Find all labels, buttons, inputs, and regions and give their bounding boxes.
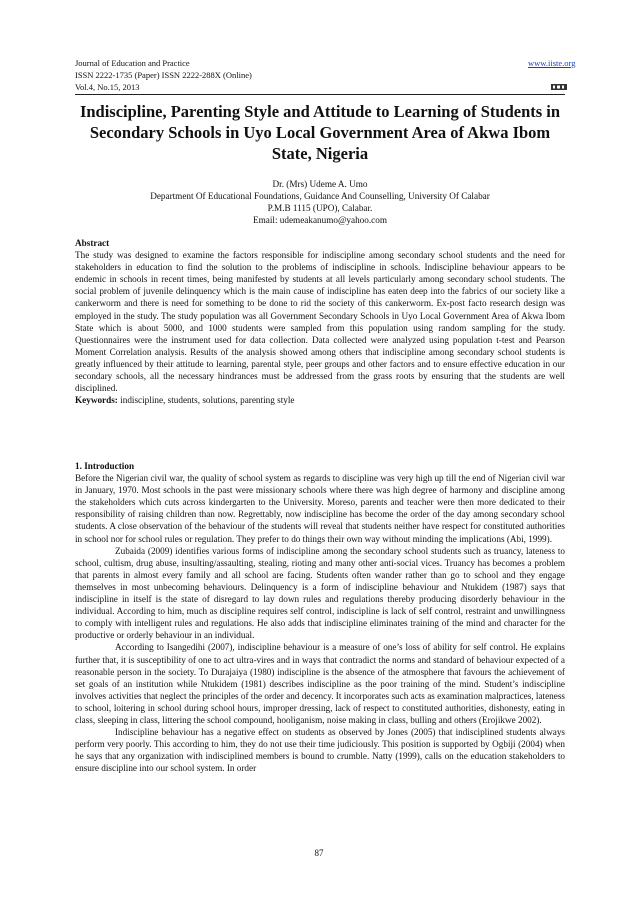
header-rule bbox=[75, 94, 565, 95]
journal-name: Journal of Education and Practice bbox=[75, 58, 190, 68]
intro-paragraph-2: Zubaida (2009) identifies various forms of indiscipline among the secondary school students such as truancy, lateness to school, cultism, drug abuse, insulting/assaulting, stealing, rioting and many other anti-social vices. Truancy has becomes a problem that parents in almost every family and all school are facing. Students often wander rather than go to school and they engage themselves in most unbecoming behaviours. Delinquency is a form of indiscipline behaviour and Ntukidem (1987) says that indiscipline in itself is the state of disregard to lay down rules and regulations thereby producing disorderly behaviour in the individual. According to him, much as discipline requires self control, indiscipline is lack of self control, restraint and unwillingness to comply with intelligent rules and regulations. He also adds that indiscipline eliminates training of the mind and character for the productive or orderly behaviour in an individual. bbox=[75, 545, 565, 641]
paper-title: Indiscipline, Parenting Style and Attitude to Learning of Students in Secondary Schools in Uyo Local Government Area of Akwa Ibom State, Nigeria bbox=[79, 102, 561, 163]
intro-paragraph-1: Before the Nigerian civil war, the quality of school system as regards to discipline was very high up till the end of Nigerian civil war in January, 1970. Most schools in the past were missionary schools where there was high degree of harmony and discipline among the stakeholders which cuts across kindergarten to the University. Moreso, parents and teacher were then more dedicated to their responsibility of raising children than now. Regrettably, now indiscipline has become the order of the day among secondary school students. A close observation of the behaviour of the students will reveal that students neither have respect for constituted authorities in school nor for school rules or regulation. They prefer to do things their own way without minding the implications (Abi, 1999). bbox=[75, 473, 565, 544]
journal-url-link[interactable]: www.iiste.org bbox=[528, 58, 576, 68]
intro-paragraph-3: According to Isangedihi (2007), indiscipline behaviour is a measure of one’s loss of ability for self control. He explains further that, it is susceptibility of one to act ultra-vires and in ways that contradict the norms and standard of behaviour expected of a reasonable person in the society. To Durajaiya (1980) indiscipline is the absence of the atmosphere that favours the achievement of set goals of an institution while Ntukidem (1981) describes indiscipline as the poor training of the mind. Student’s indiscipline involves activities that neglect the principles of the order and decency. It incorporates such acts as examination malpractices, lateness to school, loitering in school during school hours, improper dressing, lack of respect to constituted authorities, dishonesty, eating in class, sleeping in class, littering the school compound, hooliganism, noise making in class, bulling and others (Erojikwe 2002). bbox=[75, 642, 565, 725]
iiste-logo-icon bbox=[551, 83, 567, 91]
keywords-text: indiscipline, students, solutions, parenting style bbox=[117, 395, 295, 406]
abstract-text: The study was designed to examine the factors responsible for indiscipline among secondary school students and the need for stakeholders in education to find the solution to the problems of indiscipline in schools. Indiscipline behaviour appears to be endemic in schools in recent times, being manifested by students at all levels particularly among secondary school students. The social problem of juvenile delinquency which is the main cause of indiscipline has eaten deep into the fabrics of our society like a cankerworm and there is need for something to be done to rid the society of this cankerworm. Ex-post facto research design was employed in the study. The study population was all Government Secondary Schools in Uyo Local Government Area of Akwa Ibom State which is about 5000, and 1000 students were sampled from this population using random sampling for the study. Questionnaires were the instrument used for data collection. Data collected were analyzed using population t-test and Pearson Moment Correlation analysis. Results of the analysis showed among others that indiscipline among secondary school students is greatly influenced by their attitude to learning, parental style, peer groups and other factors and to ensure effective education in our secondary schools, all the necessary hindrances must be addressed from the grass roots by ensuring that the students are well disciplined. bbox=[75, 250, 565, 394]
abstract-section bbox=[75, 237, 565, 406]
issn-line: ISSN 2222-1735 (Paper) ISSN 2222-288X (Online) bbox=[75, 70, 252, 80]
abstract-heading: Abstract bbox=[75, 238, 110, 248]
introduction-heading: 1. Introduction bbox=[75, 461, 135, 471]
keywords-label: Keywords: bbox=[75, 395, 118, 406]
introduction-section bbox=[75, 460, 565, 774]
volume-line: Vol.4, No.15, 2013 bbox=[75, 82, 140, 92]
author-email: Email: udemeakanumo@yahoo.com bbox=[253, 215, 387, 225]
keywords-line bbox=[75, 394, 565, 406]
author-department: Department Of Educational Foundations, Guidance And Counselling, University Of Calabar bbox=[150, 191, 490, 201]
author-name: Dr. (Mrs) Udeme A. Umo bbox=[272, 179, 368, 189]
author-address: P.M.B 1115 (UPO), Calabar. bbox=[267, 203, 373, 213]
intro-paragraph-4: Indiscipline behaviour has a negative effect on students as observed by Jones (2005) that indisciplined students always perform very poorly. This according to him, they do not use their time judiciously. This position is supported by Ogbiji (2004) when he says that any organization with indisciplined members is bound to crumble. Natty (1999), calls on the education stakeholders to ensure discipline into our school system. In order bbox=[75, 727, 565, 774]
page-number: 87 bbox=[314, 848, 324, 858]
